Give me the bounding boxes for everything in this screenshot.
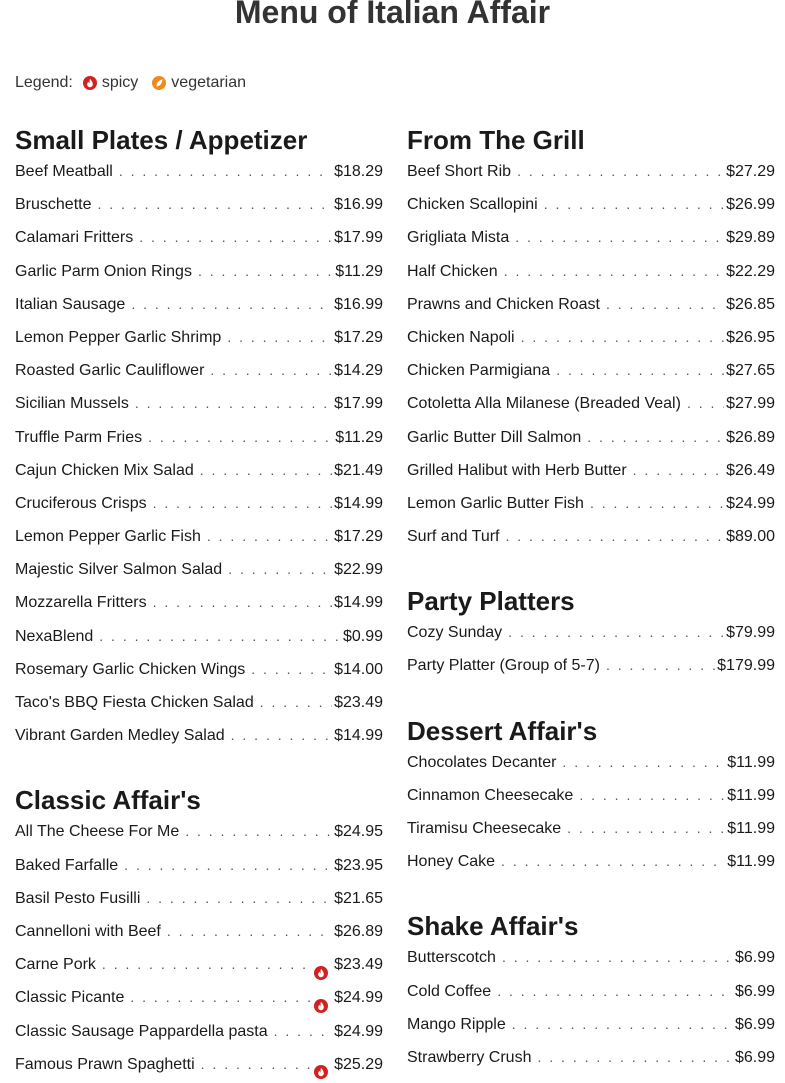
menu-item [407, 949, 775, 982]
menu-item-price: $6.99 [734, 1015, 775, 1033]
dot-leader [260, 694, 332, 710]
menu-item-name: Lemon Garlic Butter Fish [407, 494, 584, 512]
menu-item-price: $179.99 [717, 657, 775, 675]
menu-item [15, 362, 383, 395]
dot-leader [198, 263, 333, 279]
dot-leader [562, 754, 725, 770]
menu-item-name: Famous Prawn Spaghetti [15, 1055, 195, 1073]
menu-item-price: $23.49 [334, 694, 383, 711]
dot-leader [99, 628, 341, 644]
menu-item [15, 628, 383, 661]
menu-item-name: Chicken Scallopini [407, 196, 538, 214]
dot-leader [146, 890, 332, 906]
menu-item-name: Lemon Pepper Garlic Shrimp [15, 328, 222, 346]
menu-item-name: Truffle Parm Fries [15, 428, 143, 446]
menu-item-name: Grilled Halibut with Herb Butter [407, 461, 627, 479]
menu-item-name: Cannelloni with Beef [15, 922, 161, 940]
menu-item [407, 787, 775, 820]
legend-vegetarian-label: vegetarian [171, 74, 247, 91]
menu-item-price: $11.99 [727, 853, 775, 871]
dot-leader [502, 949, 733, 965]
section-title: Classic Affair's [15, 785, 201, 816]
menu-item [15, 196, 383, 229]
menu-item [15, 1023, 383, 1056]
menu-item-name: Cajun Chicken Mix Salad [15, 461, 194, 479]
menu-item-price: $24.99 [726, 494, 775, 512]
menu-item-price: $21.65 [334, 889, 383, 907]
menu-item-name: Cinnamon Cheesecake [407, 786, 574, 804]
menu-item [15, 429, 383, 462]
menu-item-price: $27.29 [726, 163, 775, 180]
menu-item-price: $11.99 [727, 753, 775, 771]
menu-item-price: $24.95 [334, 823, 383, 841]
menu-item-name: Carne Pork [15, 956, 96, 974]
dot-leader [508, 624, 724, 640]
menu-item-price: $6.99 [734, 982, 775, 1000]
menu-item [15, 528, 383, 561]
menu-item [15, 296, 383, 329]
menu-item-name: Vibrant Garden Medley Salad [15, 727, 225, 745]
menu-item-price: $14.29 [334, 362, 383, 380]
menu-item [407, 429, 775, 462]
menu-item-price: $14.99 [334, 727, 383, 745]
menu-item [15, 956, 383, 989]
dot-leader [504, 263, 724, 279]
dot-leader [135, 395, 332, 411]
menu-item [15, 923, 383, 956]
vegetarian-icon [152, 76, 166, 90]
dot-leader [167, 923, 332, 939]
menu-item-name: Strawberry Crush [407, 1048, 532, 1066]
legend-spicy [83, 74, 138, 92]
menu-item-price: $29.89 [726, 229, 775, 247]
menu-item-name: Beef Short Rib [407, 163, 512, 180]
menu-item [407, 263, 775, 296]
menu-section [15, 782, 383, 1083]
menu-item-name: Grigliata Mista [407, 229, 510, 247]
menu-item-price: $14.99 [334, 494, 383, 512]
menu-item-name: Italian Sausage [15, 295, 126, 313]
menu-item-price: $6.99 [734, 949, 775, 967]
menu-item-name: Butterscotch [407, 949, 496, 967]
menu-item [407, 395, 775, 428]
menu-item [407, 983, 775, 1016]
menu-item-name: Basil Pesto Fusilli [15, 889, 141, 907]
menu-item-name: Baked Farfalle [15, 856, 119, 874]
menu-item-name: NexaBlend [15, 627, 94, 645]
menu-section [407, 713, 775, 887]
dot-leader [148, 429, 333, 445]
dot-leader [227, 329, 332, 345]
menu-item-price: $23.49 [334, 956, 383, 974]
dot-leader [579, 787, 725, 803]
menu-column-left [15, 122, 383, 1083]
dot-leader [687, 395, 724, 411]
menu-item-price: $23.95 [334, 856, 383, 874]
section-title: Party Platters [407, 586, 575, 617]
menu-item-name: Lemon Pepper Garlic Fish [15, 528, 201, 546]
menu-item-price: $26.99 [726, 196, 775, 214]
menu-item-price: $24.99 [334, 989, 383, 1007]
dot-leader [606, 657, 715, 673]
dot-leader [544, 196, 724, 212]
menu-item-price: $18.29 [334, 163, 383, 180]
menu-item [407, 528, 775, 561]
menu-item-name: Chocolates Decanter [407, 753, 557, 771]
menu-item-name: Classic Sausage Pappardella pasta [15, 1022, 268, 1040]
dot-leader [210, 362, 332, 378]
menu-item-name: Chicken Napoli [407, 328, 515, 346]
menu-item-name: Sicilian Mussels [15, 395, 129, 413]
menu-item-name: Majestic Silver Salmon Salad [15, 561, 223, 579]
legend-label: Legend: [15, 74, 73, 91]
dot-leader [556, 362, 724, 378]
dot-leader [185, 823, 332, 839]
menu-item [407, 1016, 775, 1049]
menu-item-price: $17.29 [334, 328, 383, 346]
menu-item-price: $89.00 [726, 528, 775, 546]
dot-leader [497, 983, 733, 999]
menu-item-price: $27.99 [726, 395, 775, 413]
menu-item [15, 857, 383, 890]
menu-item-name: Half Chicken [407, 262, 498, 280]
menu-item [15, 329, 383, 362]
menu-item-price: $26.89 [726, 428, 775, 446]
menu-item [407, 196, 775, 229]
menu-item [407, 462, 775, 495]
dot-leader [139, 229, 332, 245]
menu-item [407, 820, 775, 853]
menu-item-name: Garlic Parm Onion Rings [15, 262, 192, 280]
menu-section [407, 583, 775, 690]
dot-leader [124, 857, 332, 873]
dot-leader [153, 594, 332, 610]
dot-leader [590, 495, 724, 511]
section-title: Dessert Affair's [407, 715, 598, 746]
menu-item-price: $16.99 [334, 295, 383, 313]
menu-item-name: Tiramisu Cheesecake [407, 820, 562, 837]
menu-item [15, 163, 383, 196]
menu-item-name: Calamari Fritters [15, 229, 134, 247]
dot-leader [521, 329, 724, 345]
menu-item-name: Roasted Garlic Cauliflower [15, 362, 205, 380]
menu-item-price: $25.29 [334, 1055, 383, 1073]
menu-item-price: $11.29 [335, 428, 383, 446]
menu-item-price: $26.49 [726, 461, 775, 479]
menu-item [15, 694, 383, 727]
dot-leader [587, 429, 724, 445]
menu-item-name: Cozy Sunday [407, 624, 503, 642]
dot-leader [606, 296, 724, 312]
dot-leader [231, 727, 332, 743]
menu-item [407, 229, 775, 262]
dot-leader [567, 820, 725, 836]
menu-item-name: Chicken Parmigiana [407, 362, 551, 380]
menu-item-name: Cruciferous Crisps [15, 494, 147, 512]
menu-item [15, 594, 383, 627]
menu-item-price: $6.99 [734, 1048, 775, 1066]
menu-item [15, 661, 383, 694]
menu-item [15, 561, 383, 594]
menu-item-price: $22.29 [726, 262, 775, 280]
menu-column-right [407, 122, 775, 1083]
dot-leader [633, 462, 724, 478]
menu-item-price: $24.99 [334, 1022, 383, 1040]
menu-item-name: Taco's BBQ Fiesta Chicken Salad [15, 694, 254, 711]
section-title: Small Plates / Appetizer [15, 125, 308, 155]
menu-item-price: $11.99 [727, 820, 775, 837]
menu-item-price: $27.65 [726, 362, 775, 380]
menu-item-name: Rosemary Garlic Chicken Wings [15, 660, 246, 678]
dot-leader [228, 561, 332, 577]
spicy-icon [83, 76, 97, 90]
menu-item-name: Mozzarella Fritters [15, 594, 147, 612]
menu-item-name: Garlic Butter Dill Salmon [407, 428, 582, 446]
menu-item-price: $11.29 [335, 262, 383, 280]
menu-item [15, 263, 383, 296]
page-title: Menu of Italian Affair [234, 0, 551, 30]
legend-vegetarian [152, 74, 246, 92]
menu-item [15, 462, 383, 495]
spicy-icon [314, 1065, 328, 1079]
dot-leader [251, 661, 332, 677]
menu-item [407, 495, 775, 528]
menu-item-name: Beef Meatball [15, 163, 113, 180]
menu-section [15, 122, 383, 760]
menu-item-name: Party Platter (Group of 5-7) [407, 657, 600, 675]
menu-item [407, 657, 775, 690]
dot-leader [515, 229, 724, 245]
menu-item-price: $17.99 [334, 229, 383, 247]
dot-leader [200, 462, 332, 478]
menu-item [15, 890, 383, 923]
menu-item [407, 329, 775, 362]
dot-leader [102, 956, 312, 972]
menu-item-price: $16.99 [334, 196, 383, 214]
menu-item-name: All The Cheese For Me [15, 823, 180, 841]
menu-item [15, 989, 383, 1022]
menu-item-price: $14.00 [334, 660, 383, 678]
dot-leader [517, 163, 724, 179]
menu-item [15, 229, 383, 262]
section-title: From The Grill [407, 125, 585, 155]
spicy-icon [314, 966, 328, 980]
menu-item-name: Surf and Turf [407, 528, 500, 546]
dot-leader [512, 1016, 733, 1032]
menu-item-price: $22.99 [334, 561, 383, 579]
dot-leader [201, 1056, 312, 1072]
menu-item [15, 727, 383, 760]
menu-item [15, 823, 383, 856]
menu-item-price: $17.99 [334, 395, 383, 413]
menu-item-price: $21.49 [334, 461, 383, 479]
dot-leader [506, 528, 725, 544]
dot-leader [97, 196, 332, 212]
dot-leader [537, 1049, 732, 1065]
menu-item [407, 624, 775, 657]
menu-item-name: Bruschette [15, 196, 92, 214]
menu-item [407, 163, 775, 196]
menu-item-name: Cold Coffee [407, 982, 492, 1000]
legend-spicy-label: spicy [101, 74, 139, 91]
menu-item-price: $0.99 [342, 627, 383, 645]
menu-item-name: Cotoletta Alla Milanese (Breaded Veal) [407, 395, 681, 413]
dot-leader [153, 495, 332, 511]
menu-item-price: $17.29 [334, 528, 383, 546]
menu-section [407, 122, 775, 561]
menu-item-price: $11.99 [727, 786, 775, 804]
menu-item-price: $79.99 [726, 624, 775, 642]
dot-leader [207, 528, 332, 544]
menu-item [407, 754, 775, 787]
spicy-icon [314, 999, 328, 1013]
dot-leader [119, 163, 332, 179]
menu-item-name: Honey Cake [407, 853, 496, 871]
menu-item [15, 395, 383, 428]
dot-leader [501, 853, 725, 869]
menu-item [15, 495, 383, 528]
legend [15, 74, 246, 92]
menu-item [407, 362, 775, 395]
menu-item [407, 853, 775, 886]
dot-leader [131, 296, 332, 312]
menu-item-price: $26.85 [726, 295, 775, 313]
menu-item-name: Prawns and Chicken Roast [407, 295, 600, 313]
section-title: Shake Affair's [407, 911, 579, 942]
menu-item [407, 296, 775, 329]
menu-item-name: Mango Ripple [407, 1015, 506, 1033]
dot-leader [274, 1023, 332, 1039]
dot-leader [130, 989, 312, 1005]
menu-item-name: Classic Picante [15, 989, 125, 1007]
menu-item [407, 1049, 775, 1082]
menu-item [15, 1056, 383, 1083]
menu-item-price: $14.99 [334, 594, 383, 612]
menu-section [407, 908, 775, 1082]
menu-item-price: $26.95 [726, 328, 775, 346]
menu-item-price: $26.89 [334, 922, 383, 940]
